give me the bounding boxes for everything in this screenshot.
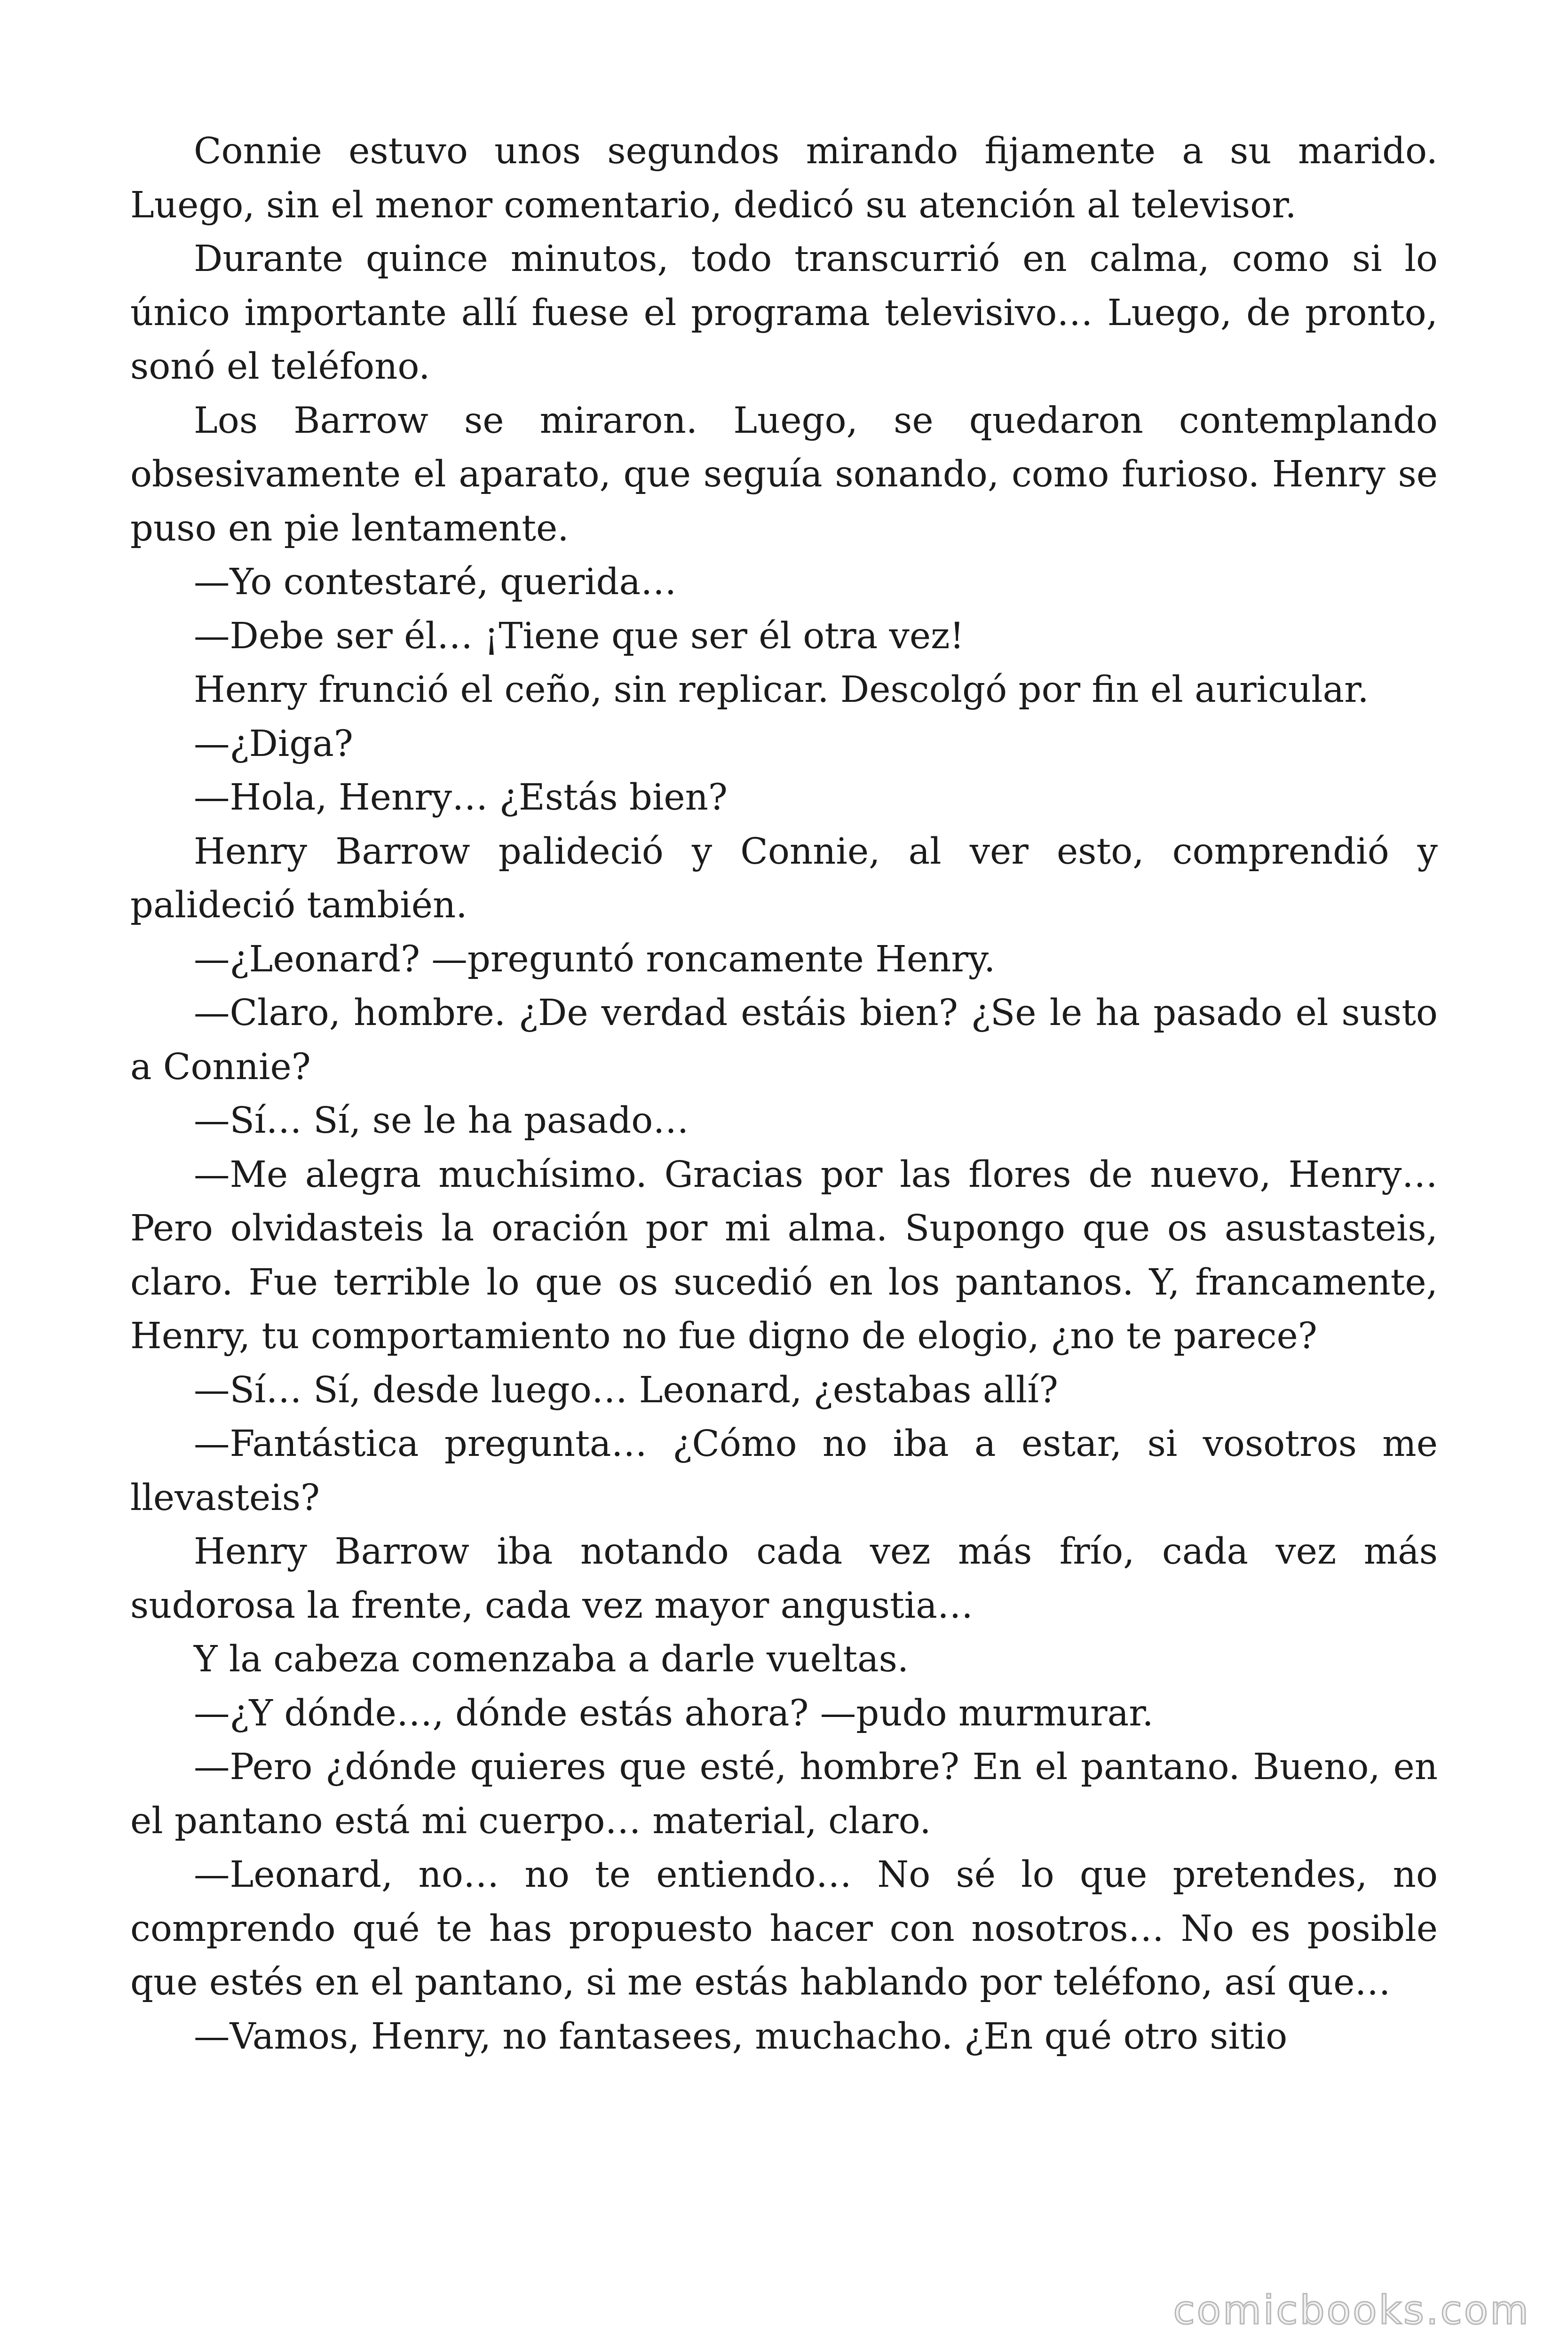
paragraph: —¿Leonard? —preguntó roncamente Henry. xyxy=(194,938,996,980)
paragraph: —Pero ¿dónde quieres que esté, hombre? En el pantano. Bueno, en el pantano está mi cuerpo… material, claro. xyxy=(130,1746,1438,1842)
paragraph: —¿Diga? xyxy=(194,723,353,765)
paragraph: —¿Y dónde…, dónde estás ahora? —pudo murmurar. xyxy=(194,1692,1154,1734)
paragraph: Henry Barrow iba notando cada vez más frío, cada vez más sudorosa la frente, cada vez mayor angustia… xyxy=(130,1531,1438,1627)
paragraph: —Fantástica pregunta… ¿Cómo no iba a estar, si vosotros me llevasteis? xyxy=(130,1423,1438,1519)
paragraph: Los Barrow se miraron. Luego, se quedaron contemplando obsesivamente el aparato, que seguía sonando, como furioso. Henry se puso en pie lentamente. xyxy=(130,399,1438,549)
paragraph: —Yo contestaré, querida… xyxy=(194,561,677,603)
watermark: comicbooks.com xyxy=(1173,2287,1530,2333)
paragraph: Henry frunció el ceño, sin replicar. Descolgó por fin el auricular. xyxy=(194,669,1369,711)
paragraph: —Debe ser él… ¡Tiene que ser él otra vez! xyxy=(194,615,965,657)
paragraph: —Hola, Henry… ¿Estás bien? xyxy=(194,777,728,818)
paragraph: —Me alegra muchísimo. Gracias por las flores de nuevo, Henry… Pero olvidasteis la oración por mi alma. Supongo que os asustasteis, claro. Fue terrible lo que os sucedió en los pantanos. Y, francamente, Henry, tu comportamiento no fue digno de elogio, ¿no te parece? xyxy=(130,1153,1438,1357)
paragraph: Henry Barrow palideció y Connie, al ver esto, comprendió y palideció también. xyxy=(130,830,1438,926)
paragraph: —Claro, hombre. ¿De verdad estáis bien? ¿Se le ha pasado el susto a Connie? xyxy=(130,992,1438,1088)
paragraph: Y la cabeza comenzaba a darle vueltas. xyxy=(194,1638,909,1680)
paragraph: —Vamos, Henry, no fantasees, muchacho. ¿En qué otro sitio xyxy=(194,2015,1288,2058)
paragraph: —Sí… Sí, se le ha pasado… xyxy=(194,1100,689,1142)
page-text xyxy=(130,125,1438,2064)
paragraph: Durante quince minutos, todo transcurrió en calma, como si lo único importante allí fuese el programa televisivo… Luego, de pronto, sonó el teléfono. xyxy=(130,238,1438,388)
paragraph: —Leonard, no… no te entiendo… No sé lo que pretendes, no comprendo qué te has propuesto hacer con nosotros… No es posible que estés en el pantano, si me estás hablando por teléfono, así que… xyxy=(130,1854,1438,2003)
paragraph: Connie estuvo unos segundos mirando fijamente a su marido. Luego, sin el menor comentario, dedicó su atención al televisor. xyxy=(130,130,1438,226)
paragraph: —Sí… Sí, desde luego… Leonard, ¿estabas allí? xyxy=(194,1369,1058,1411)
